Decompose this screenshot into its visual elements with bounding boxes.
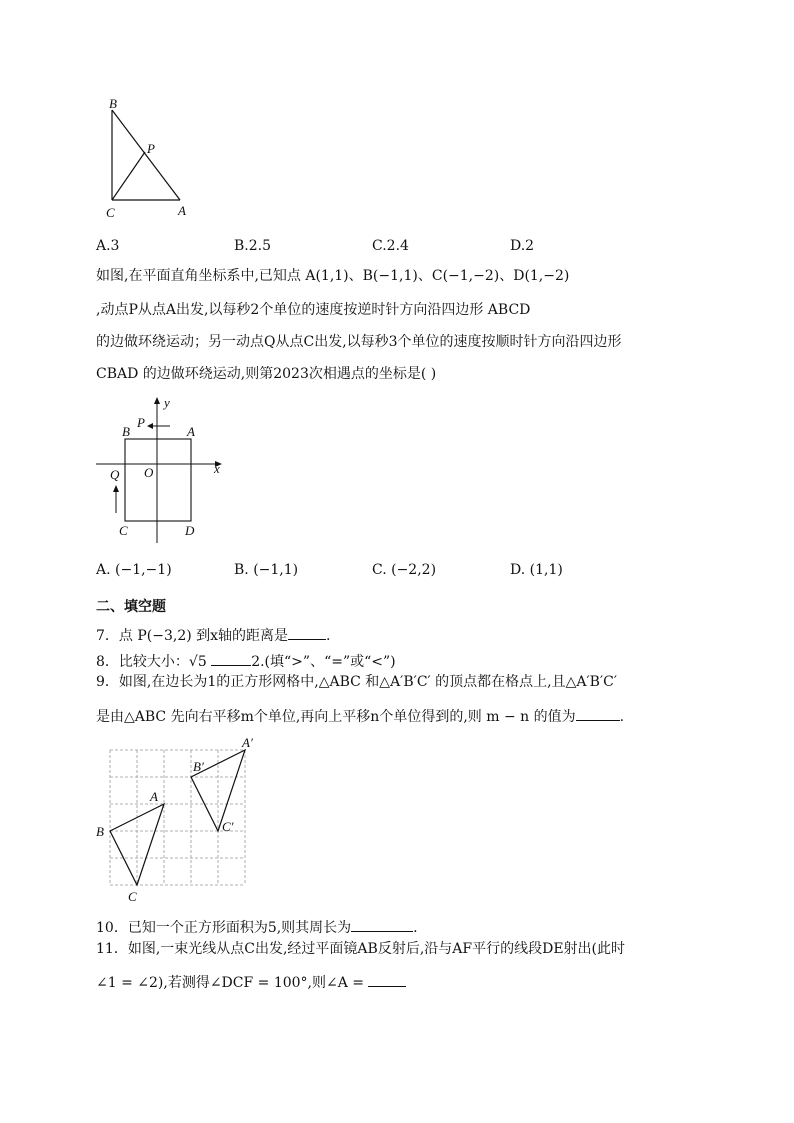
label-o: O <box>144 465 154 480</box>
q11-line2-text: ∠1 = ∠2),若测得∠DCF = 100°,则∠A = <box>96 975 365 991</box>
y-axis-arrow-icon <box>154 397 160 404</box>
q9-grid-figure <box>96 735 256 904</box>
q7-answer-blank[interactable] <box>288 625 326 640</box>
label-b: B <box>109 96 117 111</box>
q11-line2 <box>96 972 406 992</box>
label-c-prime: C′ <box>222 819 234 834</box>
segment-cp <box>112 152 145 200</box>
q5-option-b: B.2.5 <box>234 238 272 254</box>
q11-answer-blank[interactable] <box>368 972 406 987</box>
q10-line <box>96 917 418 937</box>
q6-line1: 如图,在平面直角坐标系中,已知点 A(1,1)、B(−1,1)、C(−1,−2)、D(1,−2) <box>96 268 570 284</box>
q9-answer-blank[interactable] <box>576 706 620 721</box>
label-c: C <box>106 205 115 220</box>
q10-answer-blank[interactable] <box>351 917 413 932</box>
label-b: B <box>122 424 130 439</box>
q8-answer-blank[interactable] <box>211 651 251 666</box>
q8-text: 8．比较大小：√5 <box>96 654 207 670</box>
q6-line3: 的边做环绕运动；另一动点Q从点C出发,以每秒3个单位的速度按顺时针方向沿四边形 <box>96 334 622 350</box>
q10-text: 10．已知一个正方形面积为5,则其周长为 <box>96 920 352 936</box>
q6-line2: ,动点P从点A出发,以每秒2个单位的速度按逆时针方向沿四边形 ABCD <box>96 302 531 318</box>
section-title: 二、填空题 <box>96 599 166 615</box>
label-p: P <box>137 415 145 430</box>
q9-line2-text: 是由△ABC 先向右平移m个单位,再向上平移n个单位得到的,则 m − n 的值为 <box>96 709 576 725</box>
q6-coordinate-figure <box>94 395 234 545</box>
q6-option-b: B. (−1,1) <box>234 562 299 578</box>
label-c: C <box>119 523 128 538</box>
label-c: C <box>128 889 137 904</box>
label-x: x <box>214 461 220 476</box>
q5-option-d: D.2 <box>510 238 535 254</box>
q6-option-a: A. (−1,−1) <box>96 562 172 578</box>
q11-line1: 11．如图,一束光线从点C出发,经过平面镜AB反射后,沿与AF平行的线段DE射出(此时 <box>96 941 626 957</box>
q7-line <box>96 625 331 645</box>
q6-line4: CBAD 的边做环绕运动,则第2023次相遇点的坐标是( ) <box>96 366 437 382</box>
label-a-prime: A′ <box>242 735 253 750</box>
label-p: P <box>147 141 155 156</box>
q8-mid: 2.(填“>”、“=”或“<”) <box>251 654 396 670</box>
q9-line1: 9．如图,在边长为1的正方形网格中,△ABC 和△A′B′C′ 的顶点都在格点上,且△A′B′C′ <box>96 674 618 690</box>
q9-line2 <box>96 706 624 726</box>
label-b: B <box>96 824 104 839</box>
label-q: Q <box>110 467 120 482</box>
q6-option-c: C. (−2,2) <box>372 562 437 578</box>
q5-option-a: A.3 <box>96 238 120 254</box>
rectangle-abcd <box>125 439 191 521</box>
label-a: A <box>178 203 186 218</box>
q10-end: . <box>413 920 418 936</box>
q8-line <box>96 651 396 671</box>
q-direction-arrow-icon <box>113 485 119 492</box>
grid-lines <box>110 750 245 885</box>
label-a: A <box>187 424 195 439</box>
q5-triangle-figure <box>100 95 200 225</box>
label-d: D <box>185 523 195 538</box>
label-a: A <box>150 789 158 804</box>
q9-end: . <box>619 709 625 725</box>
q6-option-d: D. (1,1) <box>510 562 563 578</box>
label-y: y <box>164 395 170 410</box>
q5-option-c: C.2.4 <box>372 238 409 254</box>
p-direction-arrow-icon <box>147 423 153 429</box>
q7-text: 7．点 P(−3,2) 到x轴的距离是 <box>96 628 289 644</box>
label-b-prime: B′ <box>193 759 204 774</box>
q7-end: . <box>326 628 331 644</box>
segment-ba <box>112 110 180 200</box>
